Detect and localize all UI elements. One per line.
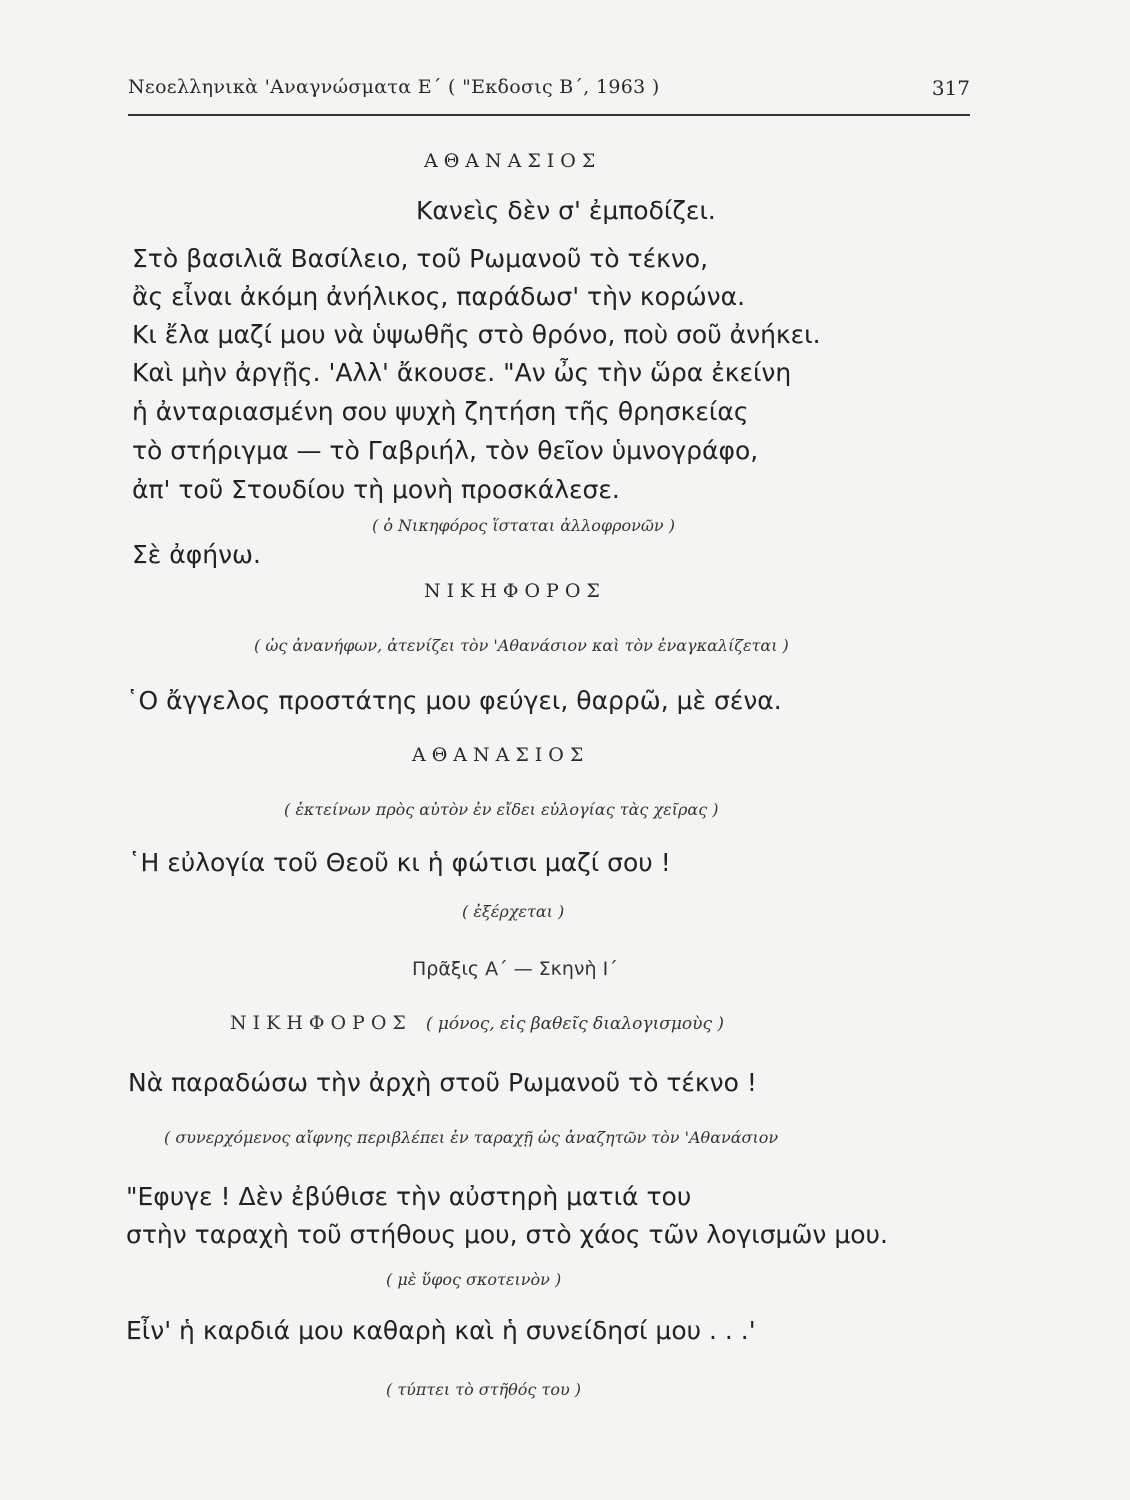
verse-line: Καὶ μὴν ἀργῇς. 'Αλλ' ἄκουσε. "Αν ὦς τὴν ὥρα ἐκείνη bbox=[132, 358, 792, 387]
verse-line: τὸ στήριγμα — τὸ Γαβριήλ, τὸν θεῖον ὑμνογράφο, bbox=[132, 436, 759, 465]
verse-line: Κι ἔλα μαζί μου νὰ ὑψωθῆς στὸ θρόνο, ποὺ σοῦ ἀνήκει. bbox=[132, 320, 821, 349]
stage-direction: ( ὡς ἀνανήφων, ἀτενίζει τὸν 'Αθανάσιον καὶ τὸν ἐναγκαλίζεται ) bbox=[254, 636, 789, 655]
running-header-title: Νεοελληνικὰ 'Αναγνώσματα Ε΄ ( "Εκδοσις Β΄, 1963 ) bbox=[128, 76, 660, 98]
header-rule bbox=[128, 114, 970, 116]
scene-heading: Πρᾶξις Α΄ — Σκηνὴ Ι΄ bbox=[412, 958, 618, 980]
verse-line: Εἶν' ἡ καρδιά μου καθαρὴ καὶ ἡ συνείδησί μου . . .' bbox=[126, 1316, 756, 1345]
verse-line: "Εφυγε ! Δὲν ἐβύθισε τὴν αὐστηρὴ ματιά του bbox=[126, 1182, 692, 1211]
verse-line: στὴν ταραχὴ τοῦ στήθους μου, στὸ χάος τῶν λογισμῶν μου. bbox=[126, 1220, 888, 1249]
verse-line: Στὸ βασιλιᾶ Βασίλειο, τοῦ Ρωμανοῦ τὸ τέκνο, bbox=[132, 244, 709, 273]
stage-direction: ( ὁ Νικηφόρος ἵσταται ἀλλοφρονῶν ) bbox=[372, 516, 675, 535]
verse-line: ἡ ἀνταριασμένη σου ψυχὴ ζητήση τῆς θρησκείας bbox=[132, 397, 749, 426]
verse-line: ῾Η εὐλογία τοῦ Θεοῦ κι ἡ φώτισι μαζί σου ! bbox=[128, 848, 671, 877]
stage-direction: ( ἐκτείνων πρὸς αὐτὸν ἐν εἴδει εὐλογίας τὰς χεῖρας ) bbox=[284, 800, 719, 819]
page-number: 317 bbox=[931, 76, 970, 100]
speaker-with-direction bbox=[230, 1012, 724, 1034]
verse-line: Νὰ παραδώσω τὴν ἀρχὴ στοῦ Ρωμανοῦ τὸ τέκνο ! bbox=[128, 1068, 757, 1097]
verse-line: Κανεὶς δὲν σ' ἐμποδίζει. bbox=[416, 196, 716, 225]
stage-direction: ( ἐξέρχεται ) bbox=[462, 902, 565, 921]
stage-direction: ( μὲ ὕφος σκοτεινὸν ) bbox=[386, 1270, 562, 1289]
verse-line: Σὲ ἀφήνω. bbox=[132, 540, 261, 569]
speaker-athanasios: ΑΘΑΝΑΣΙΟΣ bbox=[412, 744, 590, 766]
running-header bbox=[128, 76, 970, 104]
verse-line: ἀπ' τοῦ Στουδίου τὴ μονὴ προσκάλεσε. bbox=[132, 475, 620, 504]
stage-direction: ( συνερχόμενος αἴφνης περιβλέπει ἐν ταραχῇ ὡς ἀναζητῶν τὸν 'Αθανάσιον bbox=[164, 1128, 779, 1147]
stage-direction: ( τύπτει τὸ στῆθός του ) bbox=[386, 1380, 581, 1399]
speaker-nikiforos: ΝΙΚΗΦΟΡΟΣ bbox=[230, 1012, 412, 1034]
speaker-nikiforos: ΝΙΚΗΦΟΡΟΣ bbox=[424, 580, 606, 602]
verse-line: ῾Ο ἄγγελος προστάτης μου φεύγει, θαρρῶ, μὲ σένα. bbox=[126, 686, 782, 715]
speaker-athanasios: ΑΘΑΝΑΣΙΟΣ bbox=[424, 150, 602, 172]
verse-line: ἂς εἶναι ἀκόμη ἀνήλικος, παράδωσ' τὴν κορώνα. bbox=[132, 282, 746, 311]
stage-direction: ( μόνος, εἰς βαθεῖς διαλογισμοὺς ) bbox=[425, 1014, 725, 1034]
